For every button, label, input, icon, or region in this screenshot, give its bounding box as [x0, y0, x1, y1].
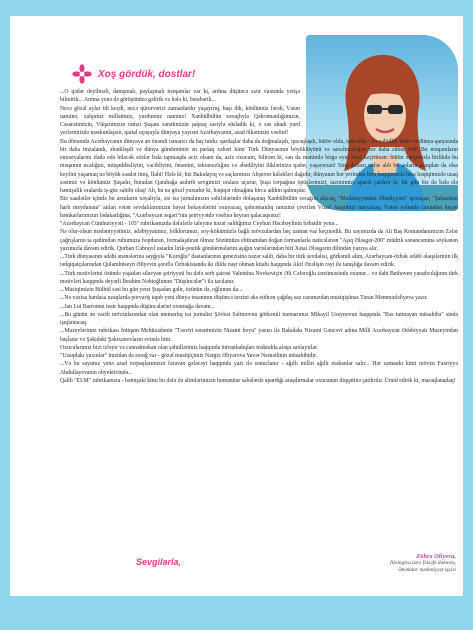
closing-line: Sevgilərla,: [136, 557, 182, 567]
paragraph-10: ...Nə vaxtsa hardasa uzaqlarda porvariş tapıb yeni dünya insanının düşüncə tərzini əks etdirən çağdaş saz cazımızdan musiqişünas Turan Məmmədəliyeva yazır.: [60, 295, 428, 302]
paragraph-11: ...Jan Lui Barronun teatr haqqında düşüncələrini oxumağa davam...: [60, 303, 215, 310]
signature-name: Zöhrə Əliyeva,: [416, 553, 456, 560]
paragraph-17: Qalib "ELM" rubrikamıza - həmişəki kimi bu dəfə də alimlərimizin humanitar sahələrdə apardığı araşdırmalar oxucunun diqqətinə çatdırılır. Ümid edirik ki, maraqlanadaq!: [60, 377, 456, 384]
paragraph-7: ...Türk dünyasının ədəbi ənənələrinə sayğıyla "Koroğlu" dastanlarının genezisinə nəzər salıb, daha bir türk sevdalısı, görkəmli alim, Azərbaycan-özbək ədəbi əlaqələrinin ilk tədqiqatçılarından Qulamhüseyn Əliyevin şərəflə Özbəkistanda iki dildə nəşr olunan kitabı haqqında Akif Əzəlişin rəyi ilə tanışlığa davam edirik.: [60, 254, 458, 269]
frame-top: [0, 0, 473, 16]
paragraph-16: ...Və bu sayımız yenə azad torpaqlarımızın fəravan gələcəyi haqqında yazı ilə sonuclanır - ağıllı millət ağıllı məkanlar salır... Hər zamankı kimi mövzu Faxriyyə Abdullayevanın obyektivində...: [60, 361, 458, 376]
paragraph-2: Necə gözəl aylar idi keçdi, necə qürurverici zamanlardır yaşayırıq, başı dik, könlümüz fərəh, Vətən namino, xalqımız millətimiz, yurdumuz namino! Xanbülbülün soraqlıyla Qəhrəmanlığımızın, Cəsarətimizin, Vüqarımızın ramzı Şuşanı sənətimizin şaqraq səsiylə süsladik ki, o səs abadı yurd yerlərimizdə məskunlaşsın, qartal uçuşuyla dünyaya yayısın Azərbaycanın, azad ölkəmizin vəsfini!: [60, 105, 300, 137]
paragraph-3: Bu dönəmdə Azərbaycanın dünyaya an önəmli ismarıcı da baş tutdu: qardaşlar daha da doğmalaşdı, qucaqlaşdı, bütöv oldu, tam oldu - bu vahidlik Tanrı və dünya qarşısında bir daha imzalandı, əbədiləşdi və dünya gündəminin ən parlaq xəbəri kimi Türk Dünyasının böyüklüyünü və sarsılmazlığını bir daha sübut etdi! Bu məqamların emosiyalarını ifadə edə biləcək sözlər bəla tapmaqda aciz olsam da, aziz oxucum, bilirəm ki, sən da mənimlə birgə eyni hissi keçirirsən: bütün xalqımızla birlikdə bu məqamın ucalığını, müqəddəsliyini, vacibliyini, önəmini, təkrarsızlığını və əbədiliyini iliklərinizə qədər, yaşayırsan! Sina dolusu nəfəs alıb bu anların uzaqdan da olsa keyfini yaşamaq nə böyük səadət imiş, İlahi! Hələ ki, biz Bakıdayıq və saçlarımızı Abşeron küləkləri dağıdır, dünyanın hər yerindən bizə həqqimizdə bizə həqiqimizdə uzaq səsimiz və könlümüz Şuşadır, buradan Qarabağa asdırib sevgimizi oralara uçurur, Şuşa torpağına öpüşlərimizi, tazimimizi aparıb çatdırır ki, bir gün biz də bələ elə həmişəlik oralarda iş-güc sahibi olaq! Ah, bu nə gözəl yuxudur ki, həqiqət olmağına birca addım qalmışdır.: [60, 138, 458, 194]
signature-block: [370, 553, 456, 574]
frame-left: [0, 0, 10, 630]
frame-bottom: [0, 596, 473, 630]
paragraph-8: ...Türk motivlərini özündə yaşadan silavyan şeiriyyəti bu dəfə serb şairəsi Valentina Novkoviçin Əli Cəfəroğlu tərcüməsində oxunur... və dahi Bethoven yaradıcılığının türk motivləri haqqında deyərli İbrahim Nəbioğlunun "Düşüncələr"i ilə tacılanır.: [60, 270, 458, 285]
paragraph-1: ...O qədər deyilməli, danışmalı, paylaşmalı məqamlar var ki, ardına düşüncə sızır vaxtında yetişə bilmirik... Amma yenə də görüşünüzə gəlirik və hələ ki, bərabərik...: [60, 89, 300, 104]
signature-title-2: Əməkdar mədəniyyət işçisi: [398, 567, 456, 573]
editorial-text: [60, 88, 458, 385]
paragraph-13: ...Muzeylərimiz rubrikası İntiqam Mehtizadənin "Təsviri sənətimizin Nizami boyu" yazısı ilə Bakıdakı Nizami Gəncəvi adına Milli Azərbaycan Ədəbiyyatı Muzeyindən başlanır və Şəkidəki Şəkixanovların evində bitir.: [60, 328, 458, 343]
paragraph-12: ...Bu günün ən vacib mövzularından olan memarlıq isə jurnalist Şövkət Səlimovun görkəmli memarımız Mikayil Useynovun haqqında "Bəs tutmayan müsahibə" sində işıqlanacaq.: [60, 311, 458, 326]
paragraph-4: Biz saadətlər içində bu arzuların xəyalıyla, siz isə jurnalımızın səhifələrində dolaşaraq Xanbülbülün sorağını alacaq, "Mədəniyyətdən Əbədiyyətə" qovuşan, "Şahasidən harlı meydanına" atılan vətən sevdalılarımızın həyat hekayələrini oxuyacaq, qəhrəmanlıq ramzinə çevrilən Vüsal Ataşimizi tanıyacaq, Vətən yolunda canından keçən həmkarlarımızın fədakarlığına, "Azərbaycan əsgəri"nin şeiriyyətdə vəsfinə heyran qalacaqsınız!: [60, 196, 458, 219]
frame-right: [463, 0, 473, 630]
page-heading: Xoş gördük, dostlar!: [98, 68, 196, 80]
paragraph-9: ...Musiqimizin Bülbül səsi bu gün yenə Şuşadan gəlir, özünün də, oğlunun da...: [60, 287, 243, 293]
flower-icon: [72, 64, 92, 84]
paragraph-6: Nə olur-olsun mədəniyyətimiz, ədəbiyyatımız, folklorumuz, soy-kökümüzlə bağlı mövzulardan heç zaman vaz keçmədik. Bu sayımızda da Ali Baş Komandanımızın Zəfər çağrışlarını ta qədimdən ruhumuza hopduran, formalaşdıran ölməz Sözümüzə ehtiramdan doğan fərmanlarla naticələnən "Aşıq Ələsgər-200" müdrik sənəncəmina söykənən yazımızla davam edirik. Qurban Cəbrayıl ustadın lirik-poetik göndərmələrini aşığın varislərindən biri Xətai Ələsgərin dilindən yazıya alır.: [60, 229, 458, 252]
paragraph-5: "Azərbaycan Cümhuriyyəti - 103" rubrikamızda dəfələrlə taleyinə nəzər saldığımız Ceyhun Hacıbəylinin bəhsidir yenə...: [60, 221, 339, 227]
heading-block: [72, 64, 195, 84]
paragraph-15: "Uzaqdakı yaxınlar" imzidan da sorağ var - gözəl musiqiçimiz Nargiz Əliyarova Yavər Nemətlinin müsahibidir.: [60, 353, 318, 359]
signature-title-1: filologiya üzrə fəlsəfə doktoru,: [390, 560, 456, 566]
paragraph-14: Oxucularımız bizi izləyir və cənnətməkan olan şəhidlərimiz haqqında ünvanladıqları məktubla aləqə saxlayırlar.: [60, 344, 319, 351]
